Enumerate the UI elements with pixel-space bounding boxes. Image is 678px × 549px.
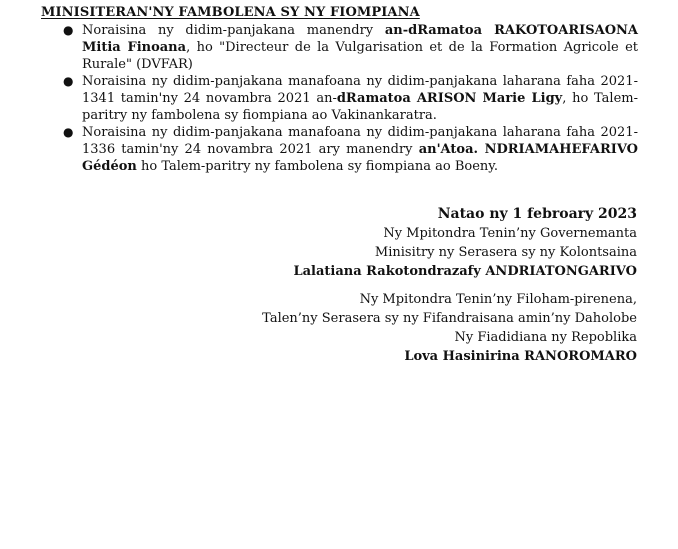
- signatory-title: Ny Mpitondra Tenin’ny Filoham-pirenena,: [359, 292, 637, 307]
- bullet-icon: ●: [63, 125, 74, 139]
- signatory-title: Ny Mpitondra Tenin’ny Governemanta: [383, 226, 637, 241]
- item-text: , ho "Directeur de la Vulgarisation et de la Formation Agricole et Rurale" (DVFAR): [82, 40, 639, 72]
- item-text: , ho Talem-paritry ny fambolena sy fiompiana ao Vakinankaratra.: [82, 91, 638, 123]
- decree-list: [60, 22, 638, 175]
- signature-block-government: [293, 205, 637, 281]
- signatory-ministry: Minisitry ny Serasera sy ny Kolontsaina: [374, 245, 637, 260]
- item-text: Noraisina ny didim-panjakana manendry: [82, 23, 385, 38]
- item-text: ho Talem-paritry ny fambolena sy fiompiana ao Boeny.: [136, 159, 499, 174]
- list-item: [60, 124, 638, 175]
- person-name: dRamatoa ARISON Marie Ligy: [336, 91, 563, 106]
- bullet-icon: ●: [63, 23, 74, 37]
- person-name: an-dRamatoa RAKOTOARISAONA Mitia Finoana: [82, 23, 639, 55]
- signatory-name: Lova Hasinirina RANOROMARO: [404, 349, 637, 364]
- document-date: Natao ny 1 febroary 2023: [437, 206, 637, 222]
- item-text: Noraisina ny didim-panjakana manafoana ny didim-panjakana laharana faha 2021-1341 tamin'ny 24 novambra 2021 an-: [82, 74, 638, 106]
- bullet-icon: ●: [63, 74, 74, 88]
- list-item: [60, 73, 638, 124]
- signature-block-presidency: [262, 290, 637, 366]
- item-text: Noraisina ny didim-panjakana manafoana ny didim-panjakana laharana faha 2021-1336 tamin'ny 24 novambra 2021 ary manendry: [82, 125, 638, 157]
- signatory-office: Ny Fiadidiana ny Repoblika: [454, 330, 637, 345]
- section-heading: MINISITERAN'NY FAMBOLENA SY NY FIOMPIANA: [41, 5, 420, 20]
- person-name: an'Atoa. NDRIAMAHEFARIVO Gédéon: [82, 142, 639, 174]
- signatory-role: Talen’ny Serasera sy ny Fifandraisana amin’ny Daholobe: [262, 311, 637, 326]
- signatory-name: Lalatiana Rakotondrazafy ANDRIATONGARIVO: [293, 264, 637, 279]
- list-item: [60, 22, 638, 73]
